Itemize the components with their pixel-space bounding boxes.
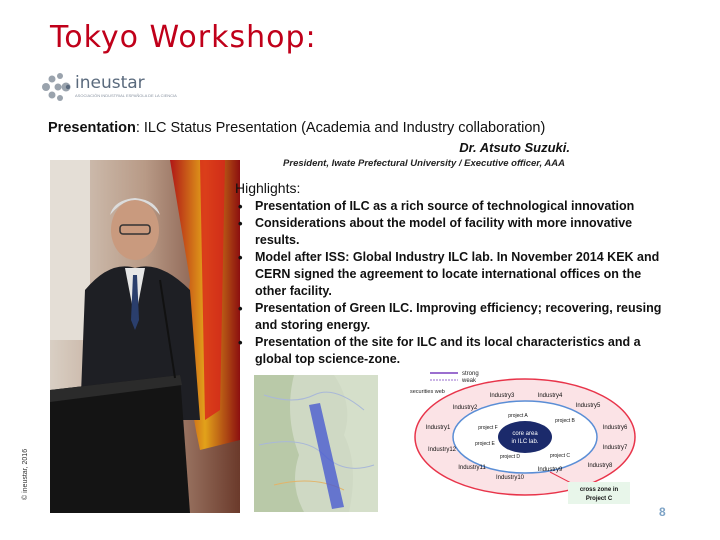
site-map — [254, 375, 378, 512]
svg-text:core area: core area — [512, 431, 538, 437]
legend-strong: strong — [462, 371, 479, 377]
industry-label: Industry7 — [602, 445, 628, 451]
speaker-photo — [50, 160, 240, 513]
industry-label: Industry10 — [495, 475, 525, 481]
speaker-name: Dr. Atsuto Suzuki. — [459, 140, 570, 155]
project-label: project E — [475, 441, 495, 447]
svg-text:Project C: Project C — [585, 496, 613, 502]
presentation-line: Presentation: ILC Status Presentation (Academia and Industry collaboration) — [48, 120, 546, 136]
industry-label: Industry9 — [537, 467, 563, 473]
logo-tagline: ASOCIACIÓN INDUSTRIAL ESPAÑOLA DE LA CIENCIA — [75, 93, 177, 98]
presentation-text: ILC Status Presentation (Academia and Industry collaboration) — [143, 120, 546, 136]
project-label: project D — [499, 454, 521, 460]
project-label: project C — [549, 453, 571, 459]
industry-label: Industry3 — [489, 393, 515, 399]
speaker-role: President, Iwate Prefectural University / Executive officer, AAA — [283, 158, 565, 169]
project-label: project F — [478, 425, 498, 431]
highlight-item: • Presentation of the site for ILC and its local characteristics and a global top science-zone. — [235, 334, 670, 368]
legend-securities: securities web — [410, 389, 445, 395]
highlights-list — [235, 198, 670, 368]
svg-text:cross zone in: cross zone in — [579, 487, 619, 493]
copyright-notice: © ineustar, 2016 — [22, 448, 29, 500]
industry-label: Industry2 — [452, 405, 478, 411]
industry-label: Industry6 — [602, 425, 628, 431]
page-number: 8 — [659, 505, 666, 519]
highlight-item: • Considerations about the model of facility with more innovative results. — [235, 215, 670, 249]
slide-title: Tokyo Workshop: — [50, 20, 317, 55]
highlight-item: • Model after ISS: Global Industry ILC lab. In November 2014 KEK and CERN signed the agreement to locate international offices on the other facility. — [235, 249, 670, 300]
svg-text:in ILC lab.: in ILC lab. — [511, 439, 539, 445]
industry-label: Industry12 — [427, 447, 457, 453]
highlight-item: • Presentation of Green ILC. Improving efficiency; recovering, reusing and storing energy. — [235, 300, 670, 334]
highlights-title: Highlights: — [235, 180, 301, 196]
project-label: project A — [508, 413, 528, 419]
industry-label: Industry11 — [458, 465, 486, 471]
industry-label: Industry5 — [575, 403, 601, 409]
logo-name: ineustar — [75, 73, 145, 93]
project-label: project B — [555, 418, 575, 424]
highlight-item: • Presentation of ILC as a rich source of technological innovation — [235, 198, 670, 215]
industry-label: Industry8 — [587, 463, 613, 469]
industry-label: Industry4 — [537, 393, 563, 399]
legend-weak: weak — [462, 378, 477, 384]
ilc-industry-diagram — [410, 367, 640, 512]
industry-label: Industry1 — [425, 425, 451, 431]
presentation-label: Presentation — [48, 120, 136, 136]
